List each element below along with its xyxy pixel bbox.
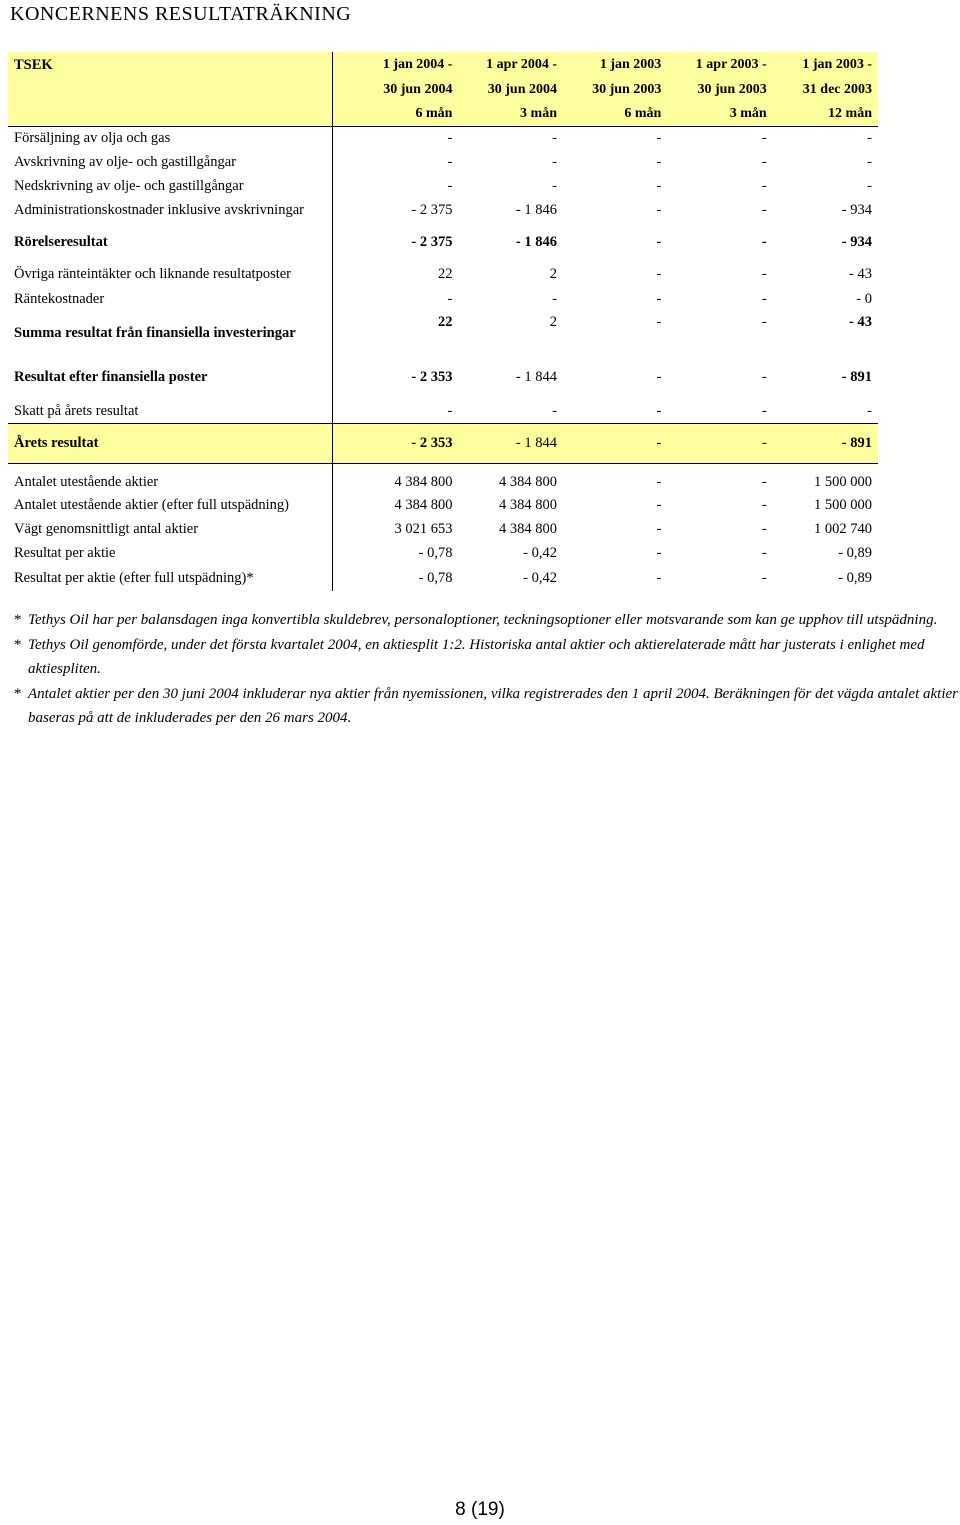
col-header: 6 mån (563, 102, 667, 126)
header-row-2 (8, 78, 878, 102)
table-row: Administrationskostnader inklusive avskrivningar - 2 375 - 1 846 - - - 934 (8, 198, 878, 222)
footnote-mark: * (14, 685, 22, 702)
col-header: 1 apr 2003 - (695, 57, 767, 72)
table-row: Resultat per aktie - 0,78 - 0,42 - - - 0,89 (8, 541, 878, 566)
col-header: 3 mån (458, 102, 563, 126)
page-title: KONCERNENS RESULTATRÄKNING (10, 3, 352, 25)
table-row: Räntekostnader - - - - - 0 (8, 287, 878, 311)
table-row-subtotal: Summa resultat från finansiella investeringar 22 2 - - - 43 (8, 311, 878, 343)
col-header: 30 jun 2004 (487, 82, 557, 97)
col-header: 31 dec 2003 (802, 82, 872, 97)
footnote (14, 608, 958, 633)
footnote (14, 682, 958, 731)
table-row: Vägt genomsnittligt antal aktier 3 021 653 4 384 800 - - 1 002 740 (8, 517, 878, 541)
col-header: 1 jan 2003 (599, 57, 662, 72)
income-statement-table (8, 52, 878, 591)
footnote-text: Tethys Oil genomförde, under det första kvartalet 2004, en aktiesplit 1:2. Historiska antal aktier och aktierelaterade mått har justerats i enlighet med aktiespliten. (28, 636, 925, 677)
table-row: Skatt på årets resultat - - - - - (8, 389, 878, 423)
table-row: Försäljning av olja och gas - - - - - (8, 126, 878, 150)
col-header: 3 mån (667, 102, 772, 126)
footnote-text: Antalet aktier per den 30 juni 2004 inkluderar nya aktier från nyemissionen, vilka registrerades den 1 april 2004. Beräkningen för det vägda antalet aktier baseras på att de inkluderades per den 26 mars 2004. (28, 685, 958, 726)
col-header: 1 jan 2004 - (382, 57, 453, 72)
unit-label: TSEK (8, 52, 332, 78)
table-row: Övriga ränteintäkter och liknande resultatposter 22 2 - - - 43 (8, 262, 878, 287)
col-header: 1 apr 2004 - (486, 57, 557, 72)
table-row: Avskrivning av olje- och gastillgångar - - - - - (8, 150, 878, 174)
footnotes (14, 608, 958, 731)
table-row: Antalet utestående aktier 4 384 800 4 384 800 - - 1 500 000 (8, 463, 878, 493)
col-header: 30 jun 2003 (697, 82, 767, 97)
col-header: 30 jun 2004 (383, 82, 453, 97)
table-row: Antalet utestående aktier (efter full utspädning) 4 384 800 4 384 800 - - 1 500 000 (8, 493, 878, 517)
header-row-3 (8, 102, 878, 126)
col-header: 1 jan 2003 - (802, 57, 872, 72)
footnote-mark: * (14, 612, 22, 628)
header-row-1 (8, 52, 878, 78)
col-header: 6 mån (332, 102, 458, 126)
footnote-text: Tethys Oil har per balansdagen inga konvertibla skuldebrev, personaloptioner, teckningsoptioner eller motsvarande som kan ge upphov till utspädning. (28, 612, 938, 628)
table-row-subtotal: Resultat efter finansiella poster - 2 353 - 1 844 - - - 891 (8, 343, 878, 389)
page-number: 8 (19) (455, 1499, 505, 1520)
table-row: Nedskrivning av olje- och gastillgångar - - - - - (8, 174, 878, 198)
table-row-total: Årets resultat - 2 353 - 1 844 - - - 891 (8, 423, 878, 463)
table-row-subtotal: Rörelseresultat - 2 375 - 1 846 - - - 934 (8, 222, 878, 262)
table-row: Resultat per aktie (efter full utspädning)* - 0,78 - 0,42 - - - 0,89 (8, 566, 878, 591)
footnote-mark: * (14, 636, 22, 653)
footnote (14, 633, 958, 682)
col-header: 30 jun 2003 (592, 82, 662, 97)
col-header: 12 mån (773, 102, 878, 126)
